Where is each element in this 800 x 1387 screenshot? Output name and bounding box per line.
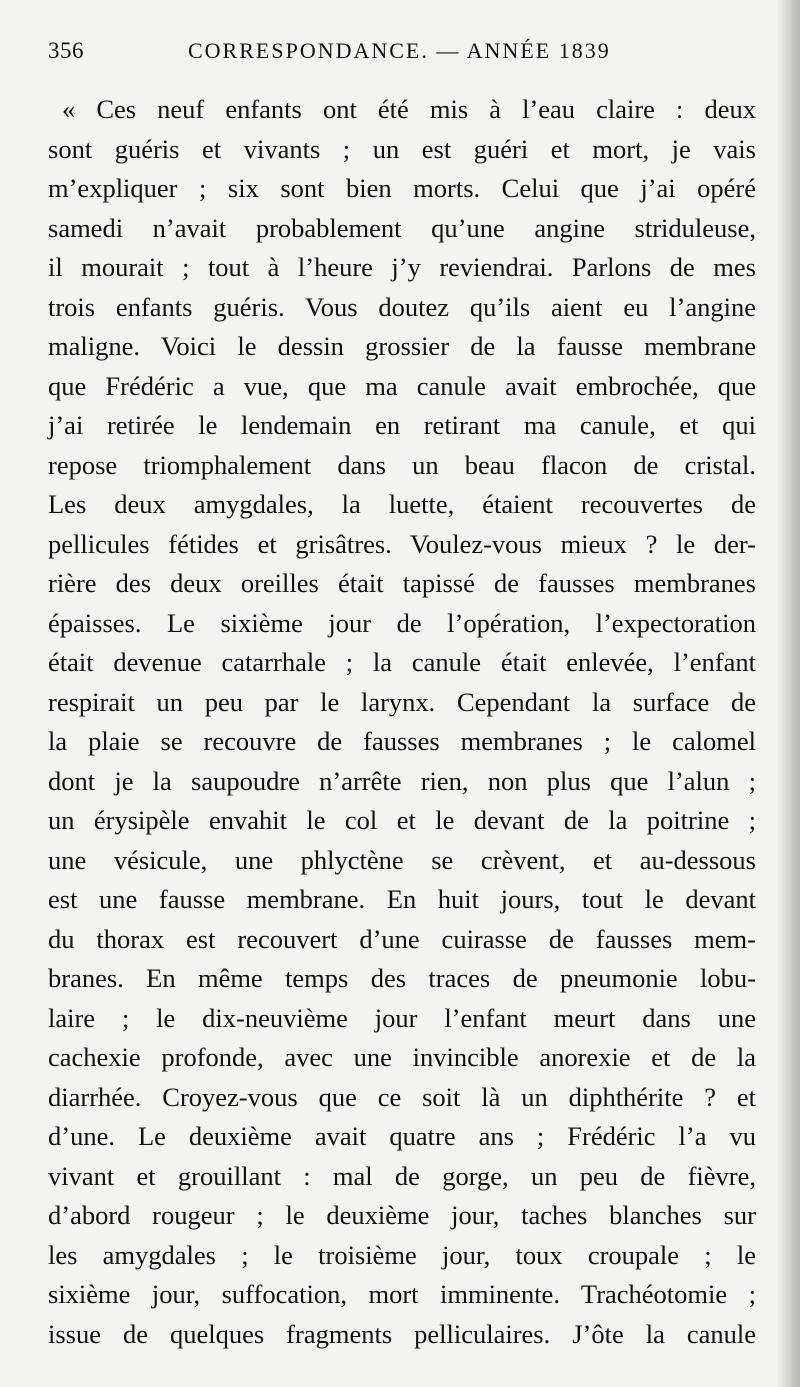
text-line: laire ; le dix-neuvième jour l’enfant meurt dans une <box>48 1002 756 1033</box>
text-line: que Frédéric a vue, que ma canule avait embrochée, que <box>48 370 756 401</box>
text-line: repose triomphalement dans un beau flacon de cristal. <box>48 449 756 480</box>
text-line: du thorax est recouvert d’une cuirasse de fausses mem- <box>48 923 756 954</box>
text-line: sont guéris et vivants ; un est guéri et mort, je vais <box>48 133 756 164</box>
text-line: il mourait ; tout à l’heure j’y reviendrai. Parlons de mes <box>48 252 756 282</box>
text-line: trois enfants guéris. Vous doutez qu’ils aient eu l’angine <box>48 291 756 322</box>
text-line: m’expliquer ; six sont bien morts. Celui que j’ai opéré <box>48 173 756 203</box>
text-line: une vésicule, une phlyctène se crèvent, et au-dessous <box>48 844 756 875</box>
text-line: sixième jour, suffocation, mort imminente. Trachéotomie ; <box>48 1279 756 1309</box>
text-line: pellicules fétides et grisâtres. Voulez-vous mieux ? le der- <box>48 528 756 559</box>
body-text <box>48 90 756 1354</box>
text-line: vivant et grouillant : mal de gorge, un peu de fièvre, <box>48 1160 756 1191</box>
page-header <box>48 38 752 74</box>
running-head: CORRESPONDANCE. — ANNÉE 1839 <box>188 38 611 63</box>
text-line: Les deux amygdales, la luette, étaient recouvertes de <box>48 489 756 519</box>
text-line: était devenue catarrhale ; la canule était enlevée, l’enfant <box>48 647 756 677</box>
text-line: d’abord rougeur ; le deuxième jour, taches blanches sur <box>48 1200 756 1230</box>
text-line: dont je la saupoudre n’arrête rien, non plus que l’alun ; <box>48 765 756 796</box>
text-line: d’une. Le deuxième avait quatre ans ; Frédéric l’a vu <box>48 1121 756 1151</box>
text-line: maligne. Voici le dessin grossier de la fausse membrane <box>48 331 756 361</box>
text-line: respirait un peu par le larynx. Cependant la surface de <box>48 686 756 717</box>
text-line: diarrhée. Croyez-vous que ce soit là un diphthérite ? et <box>48 1081 756 1112</box>
text-line: j’ai retirée le lendemain en retirant ma canule, et qui <box>48 410 756 440</box>
text-line: épaisses. Le sixième jour de l’opération, l’expectoration <box>48 607 756 638</box>
page-edge-shadow <box>776 0 800 1387</box>
text-line: cachexie profonde, avec une invincible anorexie et de la <box>48 1042 756 1072</box>
text-line: samedi n’avait probablement qu’une angine striduleuse, <box>48 212 756 243</box>
text-line: les amygdales ; le troisième jour, toux croupale ; le <box>48 1239 756 1270</box>
text-line: un érysipèle envahit le col et le devant de la poitrine ; <box>48 805 756 835</box>
text-line: branes. En même temps des traces de pneumonie lobu- <box>48 963 756 993</box>
page-number: 356 <box>48 38 84 63</box>
text-line: rière des deux oreilles était tapissé de fausses membranes <box>48 568 756 598</box>
text-line: est une fausse membrane. En huit jours, tout le devant <box>48 884 756 914</box>
text-line: la plaie se recouvre de fausses membranes ; le calomel <box>48 726 756 756</box>
text-line: « Ces neuf enfants ont été mis à l’eau claire : deux <box>62 94 756 124</box>
text-line: issue de quelques fragments pelliculaires. J’ôte la canule <box>48 1318 756 1349</box>
